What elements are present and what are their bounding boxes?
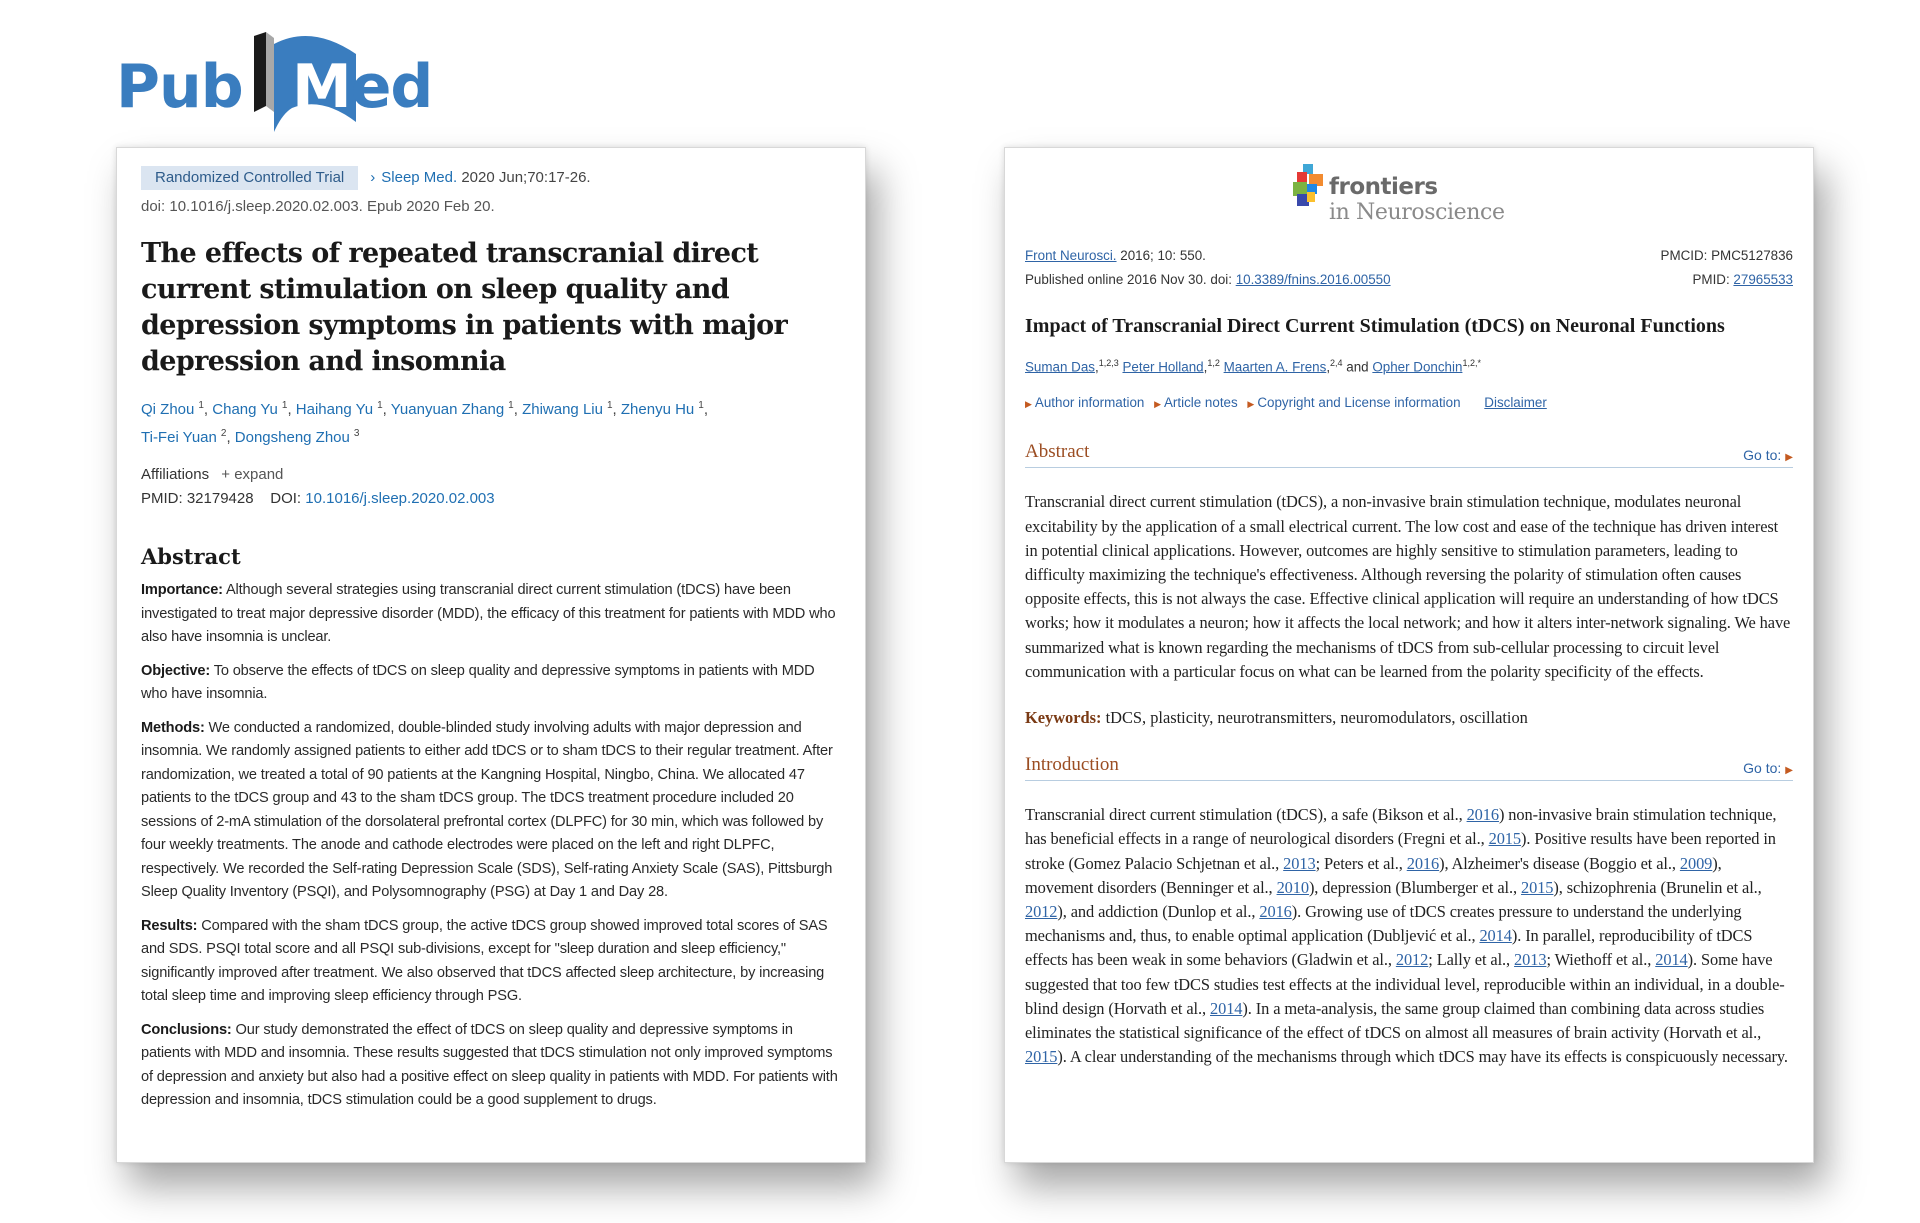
affiliations-label: Affiliations — [141, 466, 210, 483]
doi-link[interactable]: 10.1016/j.sleep.2020.02.003 — [305, 490, 495, 507]
triangle-right-icon: ▶ — [1025, 399, 1032, 410]
chevron-right-icon: › — [370, 169, 376, 186]
pmc-article-card — [1004, 147, 1814, 1163]
triangle-right-icon: ▶ — [1785, 765, 1793, 777]
author-link[interactable]: Yuanyuan Zhang — [390, 401, 505, 418]
affiliation-sup: 1 — [606, 400, 613, 411]
copyright-license-toggle[interactable]: ▶ Copyright and License information — [1247, 395, 1461, 411]
frontiers-logo-line1: frontiers — [1329, 174, 1438, 200]
expand-affiliations-button[interactable]: + expand — [221, 466, 284, 483]
identifiers-row — [141, 486, 841, 512]
citation-year-link[interactable]: 2015 — [1521, 877, 1554, 897]
and-text: and — [1342, 359, 1373, 375]
affiliation-sup: 1 — [508, 400, 514, 411]
affiliation-sup: 2 — [220, 428, 227, 439]
goto-menu-abstract[interactable]: Go to: ▶ — [1743, 447, 1793, 464]
keywords-label: Keywords: — [1025, 708, 1102, 728]
author-link[interactable]: Ti-Fei Yuan — [141, 429, 217, 446]
abstract-heading: Abstract — [141, 544, 241, 569]
abstract-heading: Abstract — [1025, 441, 1090, 463]
affiliation-sup: 2,4 — [1330, 358, 1343, 368]
introduction-text: Transcranial direct current stimulation (tDCS), a safe (Bikson et al., 2016) non-invasive brain stimulation technique, has beneficial effects in a range of neurological disorders (Fregni et al., 2015). Positive results have been reported in stroke (Gomez Palacio Schjetnan et al., 2013; Peters et al., 2016), Alzheimer's disease (Boggio et al., 2009), movement disorders (Benninger et al., 2010), depression (Blumberger et al., 2015), schizophrenia (Brunelin et al., 2012), and addiction (Dunlop et al., 2016). Growing use of tDCS creates pressure to understand the underlying mechanisms and, thus, to enable optimal application (Dubljević et al., 2014). In parallel, reproducibility of tDCS effects has been weak in some behaviors (Gladwin et al., 2012; Lally et al., 2013; Wiethoff et al., 2014). Some have suggested that too few tDCS studies test effects at the individual level, reproducible within an individual, in a double-blind design (Horvath et al., 2014). In a meta-analysis, the same group claimed than combining data across studies eliminates the statistical significance of the effect of tDCS on almost all measures of brain activity (Horvath et al., 2015). A clear understanding of the mechanisms through which tDCS may have its effects is conspicuously necessary. — [1025, 805, 1788, 1067]
citation-year-link[interactable]: 2015 — [1488, 829, 1521, 849]
article-info-links — [1025, 392, 1793, 415]
author-link[interactable]: Qi Zhou — [141, 401, 195, 418]
article-title: Impact of Transcranial Direct Current Stimulation (tDCS) on Neuronal Functions — [1025, 315, 1725, 337]
abstract-importance: Importance: Although several strategies using transcranial direct current stimulation (tDCS) have been investigated to treat major depressive disorder (MDD), the efficacy of this treatment for patients with MDD who also have insomnia is unclear. — [141, 582, 836, 645]
doi-epub-line: doi: 10.1016/j.sleep.2020.02.003. Epub 2020 Feb 20. — [141, 198, 495, 215]
abstract-results: Results: Compared with the sham tDCS group, the active tDCS group showed improved total scores of SAS and SDS. PSQI total score and all PSQI sub-divisions, except for "sleep duration and sleep efficiency," significantly improved after treatment. We also observed that tDCS affected sleep architecture, by increasing total sleep time and improving sleep efficiency through PSG. — [141, 917, 828, 1004]
citation-year-link[interactable]: 2009 — [1679, 853, 1713, 873]
affiliations-row — [141, 464, 841, 486]
affiliation-sup: 3 — [353, 428, 360, 439]
citation-year-link[interactable]: 2015 — [1025, 1047, 1058, 1067]
author-link[interactable]: Maarten A. Frens — [1223, 359, 1327, 375]
pubmed-logo — [116, 28, 433, 138]
article-notes-toggle[interactable]: ▶ Article notes — [1154, 395, 1238, 411]
citation-year-link[interactable]: 2012 — [1395, 950, 1429, 970]
pmcid-text: PMCID: PMC5127836 — [1660, 248, 1793, 263]
frontiers-logo — [1293, 160, 1793, 232]
citation-year-link[interactable]: 2016 — [1259, 901, 1292, 921]
pmid-label: PMID: — [141, 490, 183, 507]
author-link[interactable]: Opher Donchin — [1372, 359, 1463, 375]
abstract-text: Transcranial direct current stimulation (tDCS), a non-invasive brain stimulation technique, modulates neuronal excitability by the application of a small electrical current. The low cost and ease of the technique has driven interest in potential clinical applications. However, outcomes are highly sensitive to stimulation parameters, leading to difficulty maximizing the technique's effectiveness. Although reversing the polarity of stimulation often causes opposite effects, this is not always the case. Effective clinical application will require an understanding of how tDCS works; how it modulates a neuron; how it affects the local network; and how it alters inter-network signaling. We have summarized what is known regarding the mechanisms of tDCS from sub-cellular processing to circuit level communication with a particular focus on what can be learned from the polarity specificity of the effects. — [1025, 492, 1791, 681]
author-link[interactable]: Dongsheng Zhou — [234, 429, 350, 446]
citation-year-link[interactable]: 2013 — [1514, 950, 1547, 970]
affiliation-sup: 1 — [198, 400, 204, 411]
triangle-right-icon: ▶ — [1785, 452, 1793, 464]
goto-menu-introduction[interactable]: Go to: ▶ — [1743, 760, 1793, 777]
citation-text: 2016; 10: 550. — [1116, 248, 1206, 263]
citation-text: 2020 Jun;70:17-26. — [461, 169, 591, 186]
pubmed-article-card — [116, 147, 866, 1163]
author-link[interactable]: Haihang Yu — [295, 401, 374, 418]
article-meta-row — [141, 166, 841, 190]
pmid-value: 32179428 — [186, 490, 254, 507]
frontiers-cube-icon — [1293, 164, 1327, 208]
pubmed-logo-med: Med — [292, 52, 433, 122]
affiliation-sup: 1,2,* — [1462, 358, 1481, 368]
abstract-section-header — [1025, 441, 1793, 468]
affiliation-sup: 1,2 — [1207, 358, 1220, 368]
abstract-methods: Methods: We conducted a randomized, double-blinded study involving adults with major depression and insomnia. We randomly assigned patients to either add tDCS or to sham tDCS to their regular treatment. After randomization, we treated a total of 90 patients at the Kangning Hospital, Ningbo, China. We allocated 47 patients to the tDCS group and 43 to the sham tDCS group. The tDCS treatment procedure included 20 sessions of 2-mA stimulation of the dorsolateral prefrontal cortex (DLPFC) for 30 min, which was followed by four weekly treatments. The anode and cathode electrodes were placed on the left and right DLPFC, respectively. We recorded the Self-rating Depression Scale (SDS), Self-rating Anxiety Scale (SAS), Pittsburgh Sleep Quality Inventory (PSQI), and Polysomnography (PSG) at Day 1 and Day 28. — [141, 719, 833, 900]
author-link[interactable]: Zhiwang Liu — [522, 401, 603, 418]
affiliation-sup: 1 — [281, 400, 288, 411]
author-link[interactable]: Peter Holland — [1122, 359, 1204, 375]
disclaimer-link[interactable]: Disclaimer — [1484, 395, 1547, 411]
author-link[interactable]: Chang Yu — [212, 401, 278, 418]
abstract-objective: Objective: To observe the effects of tDCS on sleep quality and depressive symptoms in patients with MDD who have insomnia. — [141, 662, 815, 702]
publication-type-badge[interactable]: Randomized Controlled Trial — [141, 166, 358, 190]
published-line: Published online 2016 Nov 30. doi: — [1025, 272, 1236, 287]
affiliation-sup: 1,2,3 — [1098, 358, 1119, 368]
introduction-section-header — [1025, 754, 1793, 781]
triangle-right-icon: ▶ — [1247, 399, 1255, 410]
doi-label: DOI: — [270, 490, 302, 507]
affiliation-sup: 1 — [377, 400, 383, 411]
pmid-link[interactable]: 27965533 — [1733, 272, 1793, 287]
abstract-conclusions: Conclusions: Our study demonstrated the effect of tDCS on sleep quality and depressive symptoms in patients with MDD and insomnia. These results suggested that tDCS stimulation not only improved symptoms of depression and anxiety but also had a positive effect on sleep quality in patients with MDD. For patients with depression and insomnia, tDCS stimulation could be a good supplement to drugs. — [141, 1021, 838, 1108]
pubmed-logo-pub: Pub — [116, 52, 243, 122]
citation-year-link[interactable]: 2014 — [1655, 950, 1688, 970]
introduction-heading: Introduction — [1025, 754, 1119, 776]
doi-link[interactable]: 10.3389/fnins.2016.00550 — [1235, 272, 1391, 287]
author-list: Suman Das,$^{1,2,3}$ Peter Holland,$^{1,2}$ Maarten A. Frens,$^{2,4}$ and Opher Donchin$^{1,2,*}$ — [1025, 358, 1481, 375]
citation-year-link[interactable]: 2012 — [1025, 901, 1058, 921]
keywords — [1025, 708, 1793, 728]
citation-year-link[interactable]: 2016 — [1406, 853, 1440, 873]
citation-year-link[interactable]: 2010 — [1276, 877, 1309, 897]
citation-year-link[interactable]: 2013 — [1283, 853, 1316, 873]
affiliation-sup: 1 — [698, 400, 704, 411]
triangle-right-icon: ▶ — [1154, 399, 1161, 410]
citation-year-link[interactable]: 2014 — [1210, 998, 1243, 1018]
journal-link[interactable]: Front Neurosci. — [1025, 248, 1117, 263]
pmid-label: PMID: — [1692, 272, 1734, 287]
author-list: Qi Zhou $^1$, Chang Yu $^1$, Haihang Yu $^1$, Yuanyuan Zhang $^1$, Zhiwang Liu $^1$, Zhenyu Hu $^1$, Ti-Fei Yuan $^2$, Dongsheng Zhou $^3$ — [141, 400, 708, 446]
journal-link[interactable]: Sleep Med. — [381, 169, 458, 186]
article-title: The effects of repeated transcranial direct current stimulation on sleep quality and depression symptoms in patients with major depression and insomnia — [141, 238, 788, 377]
keywords-values: tDCS, plasticity, neurotransmitters, neuromodulators, oscillation — [1101, 708, 1528, 728]
article-meta — [1025, 244, 1793, 292]
author-link[interactable]: Zhenyu Hu — [620, 401, 695, 418]
author-information-toggle[interactable]: ▶ Author information — [1025, 395, 1145, 411]
frontiers-logo-line2: in Neuroscience — [1329, 200, 1505, 225]
author-link[interactable]: Suman Das — [1025, 359, 1095, 375]
citation-year-link[interactable]: 2016 — [1466, 805, 1499, 825]
citation-year-link[interactable]: 2014 — [1479, 926, 1512, 946]
